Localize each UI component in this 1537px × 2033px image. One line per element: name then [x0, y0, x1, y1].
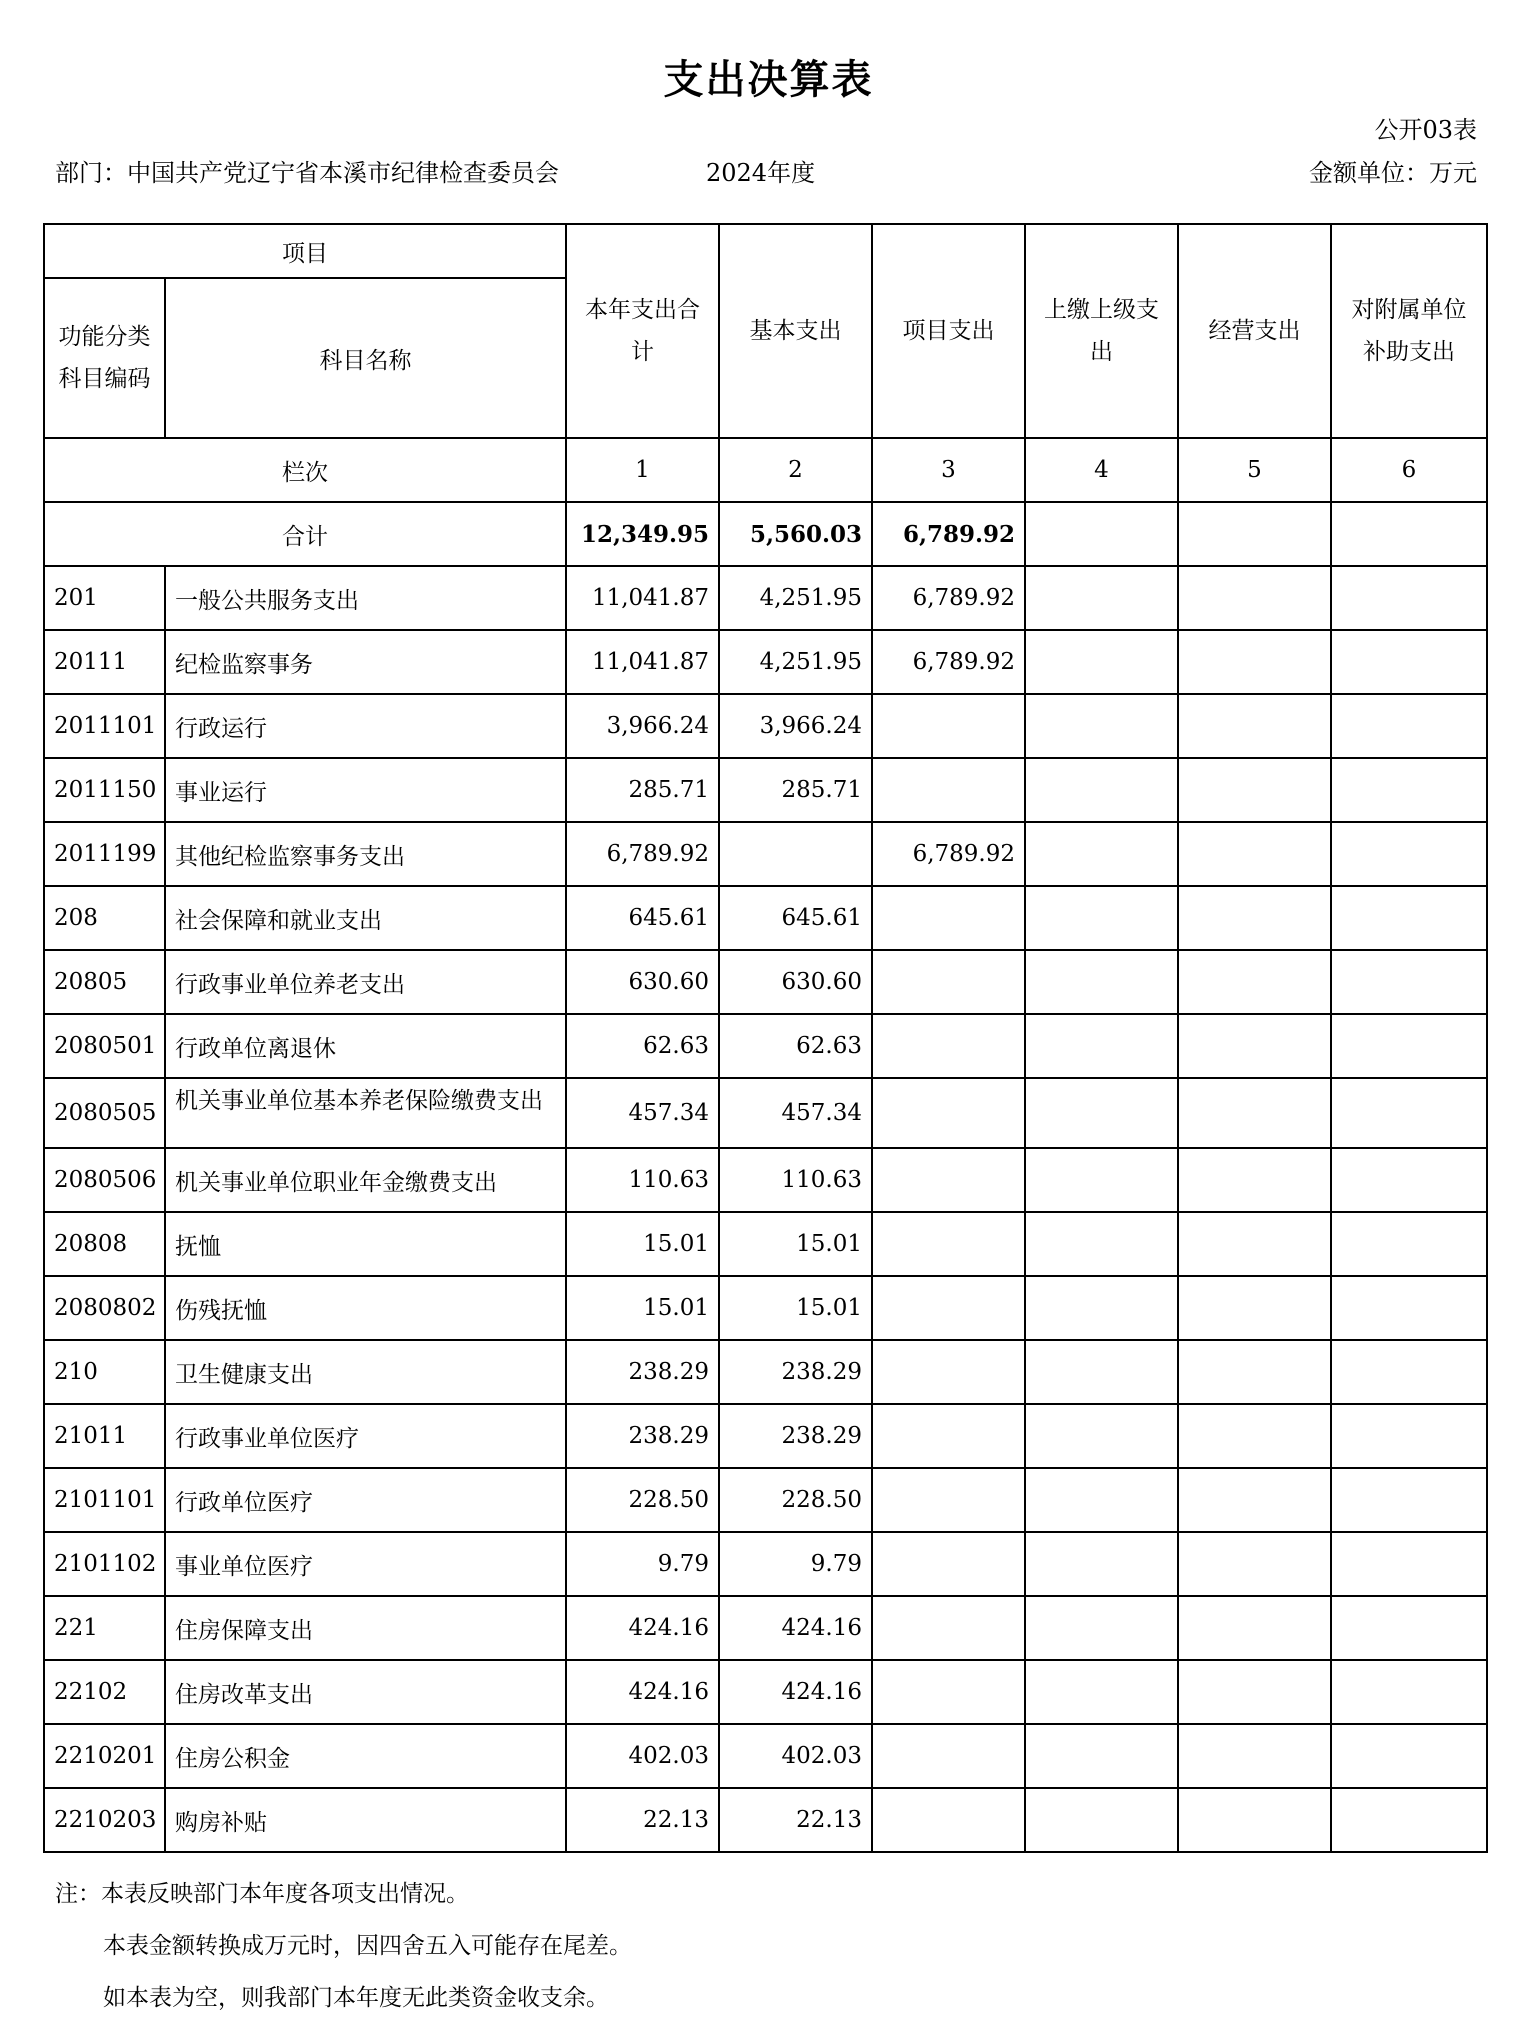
- row-value-cell: [1178, 694, 1331, 758]
- row-value-cell: [1025, 758, 1178, 822]
- row-value-cell: 6,789.92: [872, 630, 1025, 694]
- header-basic-expenditure: 基本支出: [719, 224, 872, 438]
- row-value-cell: [1025, 1340, 1178, 1404]
- row-value-cell: [1331, 1468, 1487, 1532]
- row-value-cell: 11,041.87: [566, 566, 719, 630]
- total-label: 合计: [44, 502, 566, 566]
- row-value-cell: [872, 1340, 1025, 1404]
- table-row: [44, 1788, 1487, 1852]
- header-code: 功能分类科目编码: [44, 278, 165, 438]
- header-remit-superior: 上缴上级支出: [1025, 224, 1178, 438]
- total-cell: 6,789.92: [872, 502, 1025, 566]
- row-code-cell: 21011: [44, 1404, 165, 1468]
- fiscal-year: 2024年度: [706, 159, 816, 187]
- row-value-cell: [1178, 1532, 1331, 1596]
- row-value-cell: [872, 950, 1025, 1014]
- row-value-cell: [872, 758, 1025, 822]
- row-name-cell: 住房公积金: [165, 1724, 566, 1788]
- table-row: [44, 1404, 1487, 1468]
- department-label: 部门：中国共产党辽宁省本溪市纪律检查委员会: [55, 159, 559, 187]
- row-name-cell: 事业单位医疗: [165, 1532, 566, 1596]
- table-row: [44, 1596, 1487, 1660]
- row-value-cell: [872, 1596, 1025, 1660]
- row-code-cell: 22102: [44, 1660, 165, 1724]
- row-code-cell: 2101101: [44, 1468, 165, 1532]
- row-value-cell: [1178, 822, 1331, 886]
- row-code-cell: 2011101: [44, 694, 165, 758]
- row-value-cell: [1331, 758, 1487, 822]
- row-code-cell: 2080802: [44, 1276, 165, 1340]
- row-value-cell: 15.01: [566, 1212, 719, 1276]
- row-value-cell: [872, 1660, 1025, 1724]
- page-title: 支出决算表: [663, 56, 874, 103]
- row-value-cell: 9.79: [719, 1532, 872, 1596]
- row-code-cell: 2080506: [44, 1148, 165, 1212]
- row-value-cell: [1331, 1788, 1487, 1852]
- row-value-cell: [1025, 566, 1178, 630]
- row-value-cell: [1331, 1078, 1487, 1148]
- row-value-cell: 22.13: [719, 1788, 872, 1852]
- row-name-text: 机关事业单位基本养老保险缴费支出: [175, 1088, 543, 1114]
- row-value-cell: [1331, 694, 1487, 758]
- table-row: [44, 566, 1487, 630]
- row-value-cell: 424.16: [566, 1660, 719, 1724]
- row-value-cell: 228.50: [719, 1468, 872, 1532]
- row-value-cell: 6,789.92: [872, 566, 1025, 630]
- row-code-cell: 20805: [44, 950, 165, 1014]
- row-value-cell: 6,789.92: [566, 822, 719, 886]
- row-code-cell: 20111: [44, 630, 165, 694]
- row-code-cell: 2080505: [44, 1078, 165, 1148]
- row-name-cell: [165, 1078, 566, 1148]
- table-row: [44, 1724, 1487, 1788]
- row-value-cell: [1025, 1788, 1178, 1852]
- total-cell: [1178, 502, 1331, 566]
- row-value-cell: [1178, 1596, 1331, 1660]
- row-value-cell: 630.60: [566, 950, 719, 1014]
- row-name-cell: 一般公共服务支出: [165, 566, 566, 630]
- table-row: [44, 630, 1487, 694]
- column-index-cell: 1: [566, 438, 719, 502]
- row-name-cell: 住房保障支出: [165, 1596, 566, 1660]
- row-value-cell: [872, 1788, 1025, 1852]
- row-value-cell: [1178, 1078, 1331, 1148]
- row-value-cell: [1331, 822, 1487, 886]
- row-value-cell: 22.13: [566, 1788, 719, 1852]
- row-value-cell: [872, 1532, 1025, 1596]
- row-code-cell: 208: [44, 886, 165, 950]
- row-code-cell: 221: [44, 1596, 165, 1660]
- row-name-cell: 卫生健康支出: [165, 1340, 566, 1404]
- row-value-cell: 645.61: [566, 886, 719, 950]
- header-operating-expenditure: 经营支出: [1178, 224, 1331, 438]
- row-name-cell: 社会保障和就业支出: [165, 886, 566, 950]
- row-value-cell: [872, 1212, 1025, 1276]
- row-value-cell: [1331, 1596, 1487, 1660]
- row-value-cell: [719, 822, 872, 886]
- total-row: [44, 502, 1487, 566]
- row-name-cell: 事业运行: [165, 758, 566, 822]
- row-value-cell: 3,966.24: [719, 694, 872, 758]
- row-value-cell: [1025, 950, 1178, 1014]
- row-name-cell: 其他纪检监察事务支出: [165, 822, 566, 886]
- row-value-cell: [1331, 1340, 1487, 1404]
- table-row: [44, 1532, 1487, 1596]
- row-value-cell: [872, 1148, 1025, 1212]
- row-value-cell: 402.03: [566, 1724, 719, 1788]
- row-value-cell: [1178, 1788, 1331, 1852]
- row-value-cell: 6,789.92: [872, 822, 1025, 886]
- table-row: [44, 950, 1487, 1014]
- row-value-cell: [1178, 1468, 1331, 1532]
- row-name-cell: 抚恤: [165, 1212, 566, 1276]
- row-value-cell: [1025, 694, 1178, 758]
- row-value-cell: [1331, 886, 1487, 950]
- row-value-cell: [1331, 566, 1487, 630]
- row-value-cell: [1178, 1212, 1331, 1276]
- row-value-cell: [1331, 950, 1487, 1014]
- total-cell: 12,349.95: [566, 502, 719, 566]
- row-name-cell: 行政单位离退休: [165, 1014, 566, 1078]
- row-value-cell: 9.79: [566, 1532, 719, 1596]
- row-value-cell: [872, 1468, 1025, 1532]
- row-name-cell: 机关事业单位职业年金缴费支出: [165, 1148, 566, 1212]
- row-value-cell: 62.63: [719, 1014, 872, 1078]
- row-code-cell: 20808: [44, 1212, 165, 1276]
- row-value-cell: 630.60: [719, 950, 872, 1014]
- row-value-cell: 4,251.95: [719, 630, 872, 694]
- row-value-cell: 4,251.95: [719, 566, 872, 630]
- row-value-cell: 645.61: [719, 886, 872, 950]
- row-value-cell: [1025, 886, 1178, 950]
- row-code-cell: 2210201: [44, 1724, 165, 1788]
- row-value-cell: [1178, 758, 1331, 822]
- amount-unit: 金额单位：万元: [1309, 159, 1477, 187]
- table-row: [44, 1014, 1487, 1078]
- row-value-cell: [1178, 1404, 1331, 1468]
- row-value-cell: 402.03: [719, 1724, 872, 1788]
- row-value-cell: 110.63: [719, 1148, 872, 1212]
- row-value-cell: 62.63: [566, 1014, 719, 1078]
- row-code-cell: 2080501: [44, 1014, 165, 1078]
- row-value-cell: [1331, 1148, 1487, 1212]
- note-line: 本表金额转换成万元时，因四舍五入可能存在尾差。: [103, 1933, 632, 1959]
- row-value-cell: 3,966.24: [566, 694, 719, 758]
- row-value-cell: [872, 886, 1025, 950]
- row-name-cell: 行政事业单位医疗: [165, 1404, 566, 1468]
- header-total-expenditure: 本年支出合计: [566, 224, 719, 438]
- row-value-cell: 424.16: [719, 1596, 872, 1660]
- row-value-cell: [1331, 1404, 1487, 1468]
- row-name-cell: 行政单位医疗: [165, 1468, 566, 1532]
- row-value-cell: [872, 1276, 1025, 1340]
- row-value-cell: [1178, 566, 1331, 630]
- row-value-cell: [1331, 1014, 1487, 1078]
- column-index-cell: 5: [1178, 438, 1331, 502]
- row-value-cell: [1178, 1724, 1331, 1788]
- row-value-cell: 457.34: [719, 1078, 872, 1148]
- row-value-cell: [1331, 1276, 1487, 1340]
- row-value-cell: [1025, 1404, 1178, 1468]
- row-value-cell: [1025, 630, 1178, 694]
- note-line: 如本表为空，则我部门本年度无此类资金收支余。: [103, 1985, 609, 2011]
- row-value-cell: [1178, 1014, 1331, 1078]
- row-value-cell: [1025, 1148, 1178, 1212]
- table-row: [44, 1660, 1487, 1724]
- row-value-cell: 285.71: [566, 758, 719, 822]
- row-value-cell: [872, 1724, 1025, 1788]
- row-value-cell: [1178, 950, 1331, 1014]
- row-value-cell: [1331, 1660, 1487, 1724]
- row-value-cell: 11,041.87: [566, 630, 719, 694]
- row-value-cell: [1025, 1078, 1178, 1148]
- row-value-cell: [1025, 1532, 1178, 1596]
- row-code-cell: 2011150: [44, 758, 165, 822]
- row-value-cell: 15.01: [719, 1212, 872, 1276]
- row-value-cell: [1178, 1340, 1331, 1404]
- row-value-cell: [1331, 1724, 1487, 1788]
- row-value-cell: [1331, 1212, 1487, 1276]
- note-line: 注：本表反映部门本年度各项支出情况。: [55, 1881, 469, 1907]
- row-code-cell: 210: [44, 1340, 165, 1404]
- row-value-cell: [1025, 1014, 1178, 1078]
- row-value-cell: [1025, 1212, 1178, 1276]
- row-value-cell: [1025, 1468, 1178, 1532]
- notes: [55, 1868, 632, 2024]
- column-index-row: [44, 438, 1487, 502]
- row-value-cell: [1178, 1660, 1331, 1724]
- row-name-cell: 伤残抚恤: [165, 1276, 566, 1340]
- row-value-cell: [1331, 1532, 1487, 1596]
- total-cell: [1331, 502, 1487, 566]
- total-cell: 5,560.03: [719, 502, 872, 566]
- column-index-cell: 3: [872, 438, 1025, 502]
- row-value-cell: [1025, 1276, 1178, 1340]
- row-value-cell: 15.01: [566, 1276, 719, 1340]
- row-value-cell: 457.34: [566, 1078, 719, 1148]
- header-project-expenditure: 项目支出: [872, 224, 1025, 438]
- row-value-cell: [1178, 1148, 1331, 1212]
- table-row: [44, 694, 1487, 758]
- row-value-cell: 238.29: [566, 1404, 719, 1468]
- row-code-cell: 201: [44, 566, 165, 630]
- row-value-cell: 228.50: [566, 1468, 719, 1532]
- row-value-cell: 238.29: [719, 1340, 872, 1404]
- row-value-cell: 285.71: [719, 758, 872, 822]
- row-value-cell: [1178, 886, 1331, 950]
- row-value-cell: 424.16: [566, 1596, 719, 1660]
- table-row: [44, 886, 1487, 950]
- row-value-cell: [1025, 822, 1178, 886]
- row-code-cell: 2210203: [44, 1788, 165, 1852]
- column-index-cell: 4: [1025, 438, 1178, 502]
- row-name-cell: 住房改革支出: [165, 1660, 566, 1724]
- column-index-label: 栏次: [44, 438, 566, 502]
- table-row: [44, 1276, 1487, 1340]
- row-name-cell: 行政运行: [165, 694, 566, 758]
- total-cell: [1025, 502, 1178, 566]
- table-row: [44, 822, 1487, 886]
- row-value-cell: [1025, 1660, 1178, 1724]
- row-value-cell: 238.29: [566, 1340, 719, 1404]
- row-code-cell: 2011199: [44, 822, 165, 886]
- row-value-cell: [872, 1404, 1025, 1468]
- row-value-cell: 238.29: [719, 1404, 872, 1468]
- row-value-cell: [872, 1078, 1025, 1148]
- row-value-cell: [872, 1014, 1025, 1078]
- row-value-cell: [1178, 1276, 1331, 1340]
- row-value-cell: [1025, 1596, 1178, 1660]
- header-name: 科目名称: [165, 278, 566, 438]
- row-value-cell: [1178, 630, 1331, 694]
- row-value-cell: [1331, 630, 1487, 694]
- table-row: [44, 1078, 1487, 1148]
- header-project: 项目: [44, 224, 566, 278]
- column-index-cell: 6: [1331, 438, 1487, 502]
- row-value-cell: [872, 694, 1025, 758]
- header-subsidy-subordinate: 对附属单位补助支出: [1331, 224, 1487, 438]
- table-row: [44, 1340, 1487, 1404]
- row-value-cell: [1025, 1724, 1178, 1788]
- form-number: 公开03表: [1374, 116, 1477, 144]
- header-row: [44, 224, 1487, 278]
- row-code-cell: 2101102: [44, 1532, 165, 1596]
- row-name-cell: 纪检监察事务: [165, 630, 566, 694]
- row-value-cell: 15.01: [719, 1276, 872, 1340]
- expenditure-table: [43, 223, 1488, 1853]
- row-name-cell: 行政事业单位养老支出: [165, 950, 566, 1014]
- table-row: [44, 1212, 1487, 1276]
- row-value-cell: 424.16: [719, 1660, 872, 1724]
- table-row: [44, 1468, 1487, 1532]
- row-name-cell: 购房补贴: [165, 1788, 566, 1852]
- row-value-cell: 110.63: [566, 1148, 719, 1212]
- table-row: [44, 758, 1487, 822]
- column-index-cell: 2: [719, 438, 872, 502]
- table-row: [44, 1148, 1487, 1212]
